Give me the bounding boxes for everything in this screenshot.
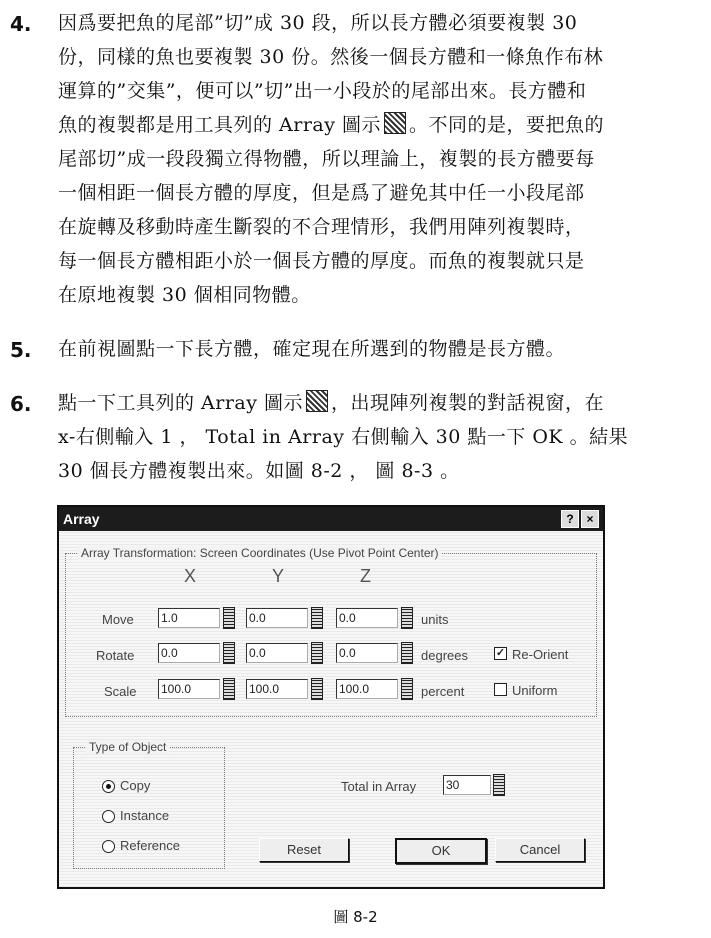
step-text <box>58 332 688 366</box>
text-line: 30 個長方體複製出來。如圖 8-2 ， 圖 8-3 。 <box>58 460 460 482</box>
axis-y-label: Y <box>272 566 285 586</box>
move-x-spinner[interactable] <box>223 607 235 629</box>
text-line <box>58 386 688 420</box>
uniform-label: Uniform <box>512 683 558 698</box>
array-icon <box>384 112 406 134</box>
dialog-titlebar <box>59 507 603 531</box>
text-line: 一個相距一個長方體的厚度，但是爲了避免其中任一小段尾部 <box>58 182 585 204</box>
help-button[interactable]: ? <box>561 510 579 528</box>
text-segment: ，出現陣列複製的對話視窗，在 <box>331 392 605 414</box>
axis-x-label: X <box>184 566 197 586</box>
scale-label: Scale <box>104 684 137 699</box>
close-button[interactable]: × <box>581 510 599 528</box>
scale-unit: percent <box>421 684 465 699</box>
text-line: 尾部切”成一段段獨立得物體，所以理論上，複製的長方體要每 <box>58 148 595 170</box>
reference-radio[interactable] <box>102 840 115 853</box>
scale-z-field[interactable]: 100.0 <box>336 679 398 699</box>
move-unit: units <box>421 612 449 627</box>
scale-x-spinner[interactable] <box>223 678 235 700</box>
instance-radio[interactable] <box>102 810 115 823</box>
rotate-unit: degrees <box>421 648 468 663</box>
reorient-checkbox[interactable]: ✓ <box>495 647 506 659</box>
rotate-x-field[interactable]: 0.0 <box>158 643 220 663</box>
copy-label: Copy <box>120 778 151 793</box>
step-text <box>58 386 688 488</box>
move-y-field[interactable]: 0.0 <box>246 608 308 628</box>
object-type-group-title: Type of Object <box>86 740 169 754</box>
text-line: 在前視圖點一下長方體，確定現在所選到的物體是長方體。 <box>58 338 566 360</box>
rotate-y-spinner[interactable] <box>311 642 323 664</box>
cancel-button[interactable]: Cancel <box>495 838 585 862</box>
transform-group-title: Array Transformation: Screen Coordinates (Use Pivot Point Center) <box>78 546 441 560</box>
step-number: 6. <box>10 392 32 416</box>
copy-radio[interactable] <box>102 780 115 793</box>
uniform-checkbox[interactable] <box>494 683 507 696</box>
total-in-array-label: Total in Array <box>341 779 417 794</box>
text-segment: 魚的複製都是用工具列的 Array 圖示 <box>58 114 382 136</box>
text-line: 每一個長方體相距小於一個長方體的厚度。而魚的複製就只是 <box>58 250 585 272</box>
text-line: 在原地複製 30 個相同物體。 <box>58 284 311 306</box>
text-segment: 點一下工具列的 Array 圖示 <box>58 392 304 414</box>
text-line: x-右側輸入 1 ， Total in Array 右側輸入 30 點一下 OK 。結果 <box>58 426 629 448</box>
move-x-field[interactable]: 1.0 <box>158 608 220 628</box>
rotate-label: Rotate <box>96 648 135 663</box>
axis-z-label: Z <box>360 566 371 586</box>
instance-label: Instance <box>120 808 170 823</box>
scale-z-spinner[interactable] <box>401 678 413 700</box>
text-line: 份，同樣的魚也要複製 30 份。然後一個長方體和一條魚作布林 <box>58 46 604 68</box>
rotate-y-field[interactable]: 0.0 <box>246 643 308 663</box>
scale-y-spinner[interactable] <box>311 678 323 700</box>
scale-x-field[interactable]: 100.0 <box>158 679 220 699</box>
object-type-group <box>73 740 225 869</box>
text-line: 因爲要把魚的尾部”切”成 30 段，所以長方體必須要複製 30 <box>58 12 578 34</box>
step-number: 4. <box>10 12 32 36</box>
reorient-label: Re-Orient <box>512 647 569 662</box>
array-dialog <box>57 505 605 889</box>
total-in-array-spinner[interactable] <box>493 774 505 796</box>
ok-button[interactable]: OK <box>395 838 487 864</box>
text-line <box>58 108 688 142</box>
step-number: 5. <box>10 338 32 362</box>
total-in-array-field[interactable]: 30 <box>443 775 491 795</box>
reset-button[interactable]: Reset <box>259 838 349 862</box>
rotate-z-field[interactable]: 0.0 <box>336 643 398 663</box>
move-z-spinner[interactable] <box>401 607 413 629</box>
figure-caption: 圖 8-2 <box>333 908 378 926</box>
move-label: Move <box>102 612 134 627</box>
reference-label: Reference <box>120 838 180 853</box>
array-icon <box>306 390 328 412</box>
transform-group <box>65 546 597 717</box>
move-z-field[interactable]: 0.0 <box>336 608 398 628</box>
dialog-title: Array <box>63 511 100 527</box>
step-text <box>58 6 688 312</box>
scale-y-field[interactable]: 100.0 <box>246 679 308 699</box>
rotate-z-spinner[interactable] <box>401 642 413 664</box>
move-y-spinner[interactable] <box>311 607 323 629</box>
text-line: 在旋轉及移動時產生斷裂的不合理情形，我們用陣列複製時， <box>58 216 585 238</box>
rotate-x-spinner[interactable] <box>223 642 235 664</box>
text-line: 運算的”交集”，便可以”切”出一小段於的尾部出來。長方體和 <box>58 80 587 102</box>
text-segment: 。不同的是，要把魚的 <box>409 114 605 136</box>
